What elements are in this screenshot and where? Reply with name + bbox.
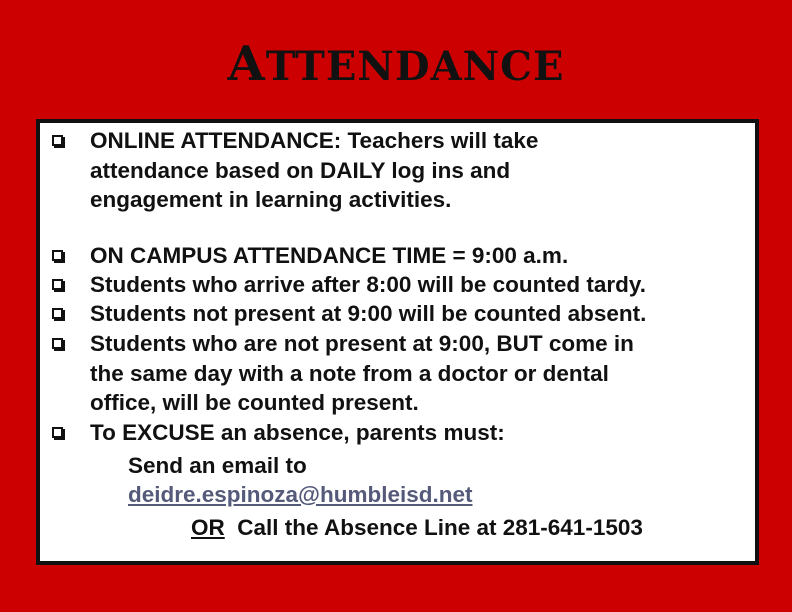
title-rest: TTENDANCE	[265, 43, 565, 90]
item-line: Students who are not present at 9:00, BUT come in	[90, 331, 634, 356]
item-line: To EXCUSE an absence, parents must:	[90, 420, 505, 445]
checkbox-square-icon	[52, 308, 63, 319]
email-link[interactable]: deidre.espinoza@humbleisd.net	[128, 482, 473, 507]
checkbox-square-icon	[52, 338, 63, 349]
page-title	[0, 36, 792, 92]
item-line: engagement in learning activities.	[90, 187, 452, 212]
item-line: ON CAMPUS ATTENDANCE TIME = 9:00 a.m.	[90, 243, 569, 268]
item-line: ONLINE ATTENDANCE: Teachers will take	[90, 128, 539, 153]
bullet-item-present-note	[52, 329, 634, 418]
item-line: Students who arrive after 8:00 will be counted tardy.	[90, 272, 646, 297]
attendance-panel	[36, 119, 759, 565]
title-initial: A	[227, 36, 266, 92]
item-line: attendance based on DAILY log ins and	[90, 157, 511, 183]
checkbox-square-icon	[52, 279, 63, 290]
checkbox-square-icon	[52, 427, 63, 438]
call-line	[191, 513, 643, 543]
or-text: OR	[191, 515, 225, 540]
bullet-item-tardy	[52, 270, 646, 300]
bullet-item-absent	[52, 299, 646, 329]
item-line: the same day with a note from a doctor or dental	[90, 360, 609, 386]
item-line: Students not present at 9:00 will be counted absent.	[90, 301, 647, 326]
send-email-text: Send an email to	[128, 453, 307, 478]
bullet-item-excuse	[52, 418, 505, 448]
checkbox-square-icon	[52, 250, 63, 261]
bullet-item-online	[52, 126, 538, 215]
item-line: office, will be counted present.	[90, 390, 419, 415]
checkbox-square-icon	[52, 135, 63, 146]
bullet-item-campus-time	[52, 241, 568, 271]
call-text: Call the Absence Line at 281-641-1503	[237, 515, 643, 540]
